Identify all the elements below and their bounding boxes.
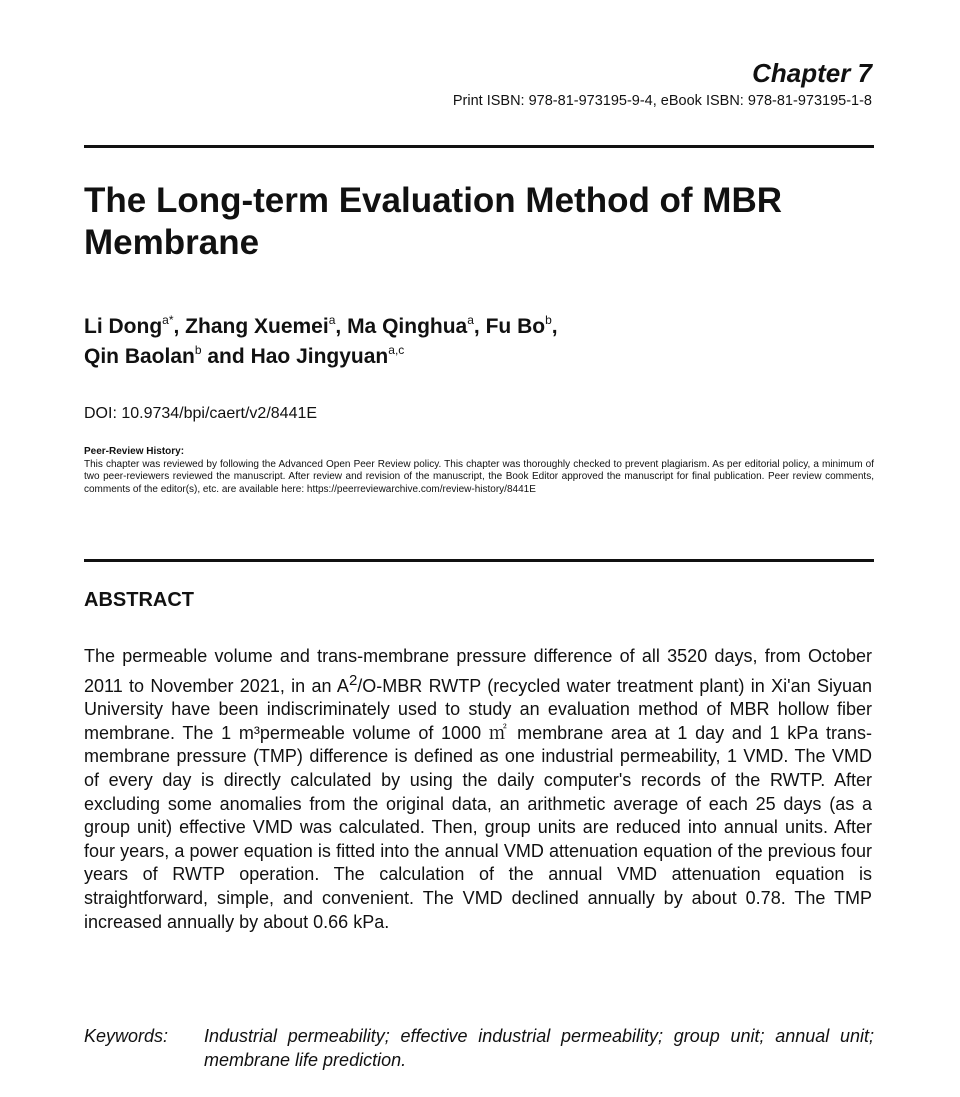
author-name: Qin Baolan xyxy=(84,345,195,368)
keywords-label: Keywords: xyxy=(84,1026,169,1046)
chapter-header xyxy=(453,58,872,110)
author-name: Fu Bo xyxy=(485,315,546,338)
peer-review-box xyxy=(84,446,874,496)
author-name: Hao Jingyuan xyxy=(250,345,389,368)
abstract-part-2: /O-MBR RWTP (recycled water treatment plant) in Xi'an Siyuan University have been indiscriminately used to study an evaluation method of MBR hollow fiber membrane. The 1 m³permeable volume of 1000 ㎡ membrane area at 1 day and 1 kPa trans-membrane pressure (TMP) difference is defined as one industrial permeability, 1 VMD. The VMD of every day is directly calculated by using the daily computer's records of the RWTP. After excluding some anomalies from the original data, an arithmetic average of each 25 days (as a group unit) effective VMD was calculated. Then, group units are reduced into annual units. After four years, a power equation is fitted into the annual VMD attenuation equation of the previous four years of RWTP operation. The calculation of the annual VMD attenuation equation is straightforward, simple, and convenient. The VMD declined annually by about 0.78. The TMP increased annually by about 0.66 kPa. xyxy=(84,675,873,932)
author-separator: , xyxy=(173,315,186,338)
author-separator: and xyxy=(201,345,251,368)
author-name: Ma Qinghua xyxy=(347,315,468,338)
author-affiliation: a,c xyxy=(388,343,405,357)
peer-review-text: This chapter was reviewed by following the Advanced Open Peer Review policy. This chapter was thoroughly checked to prevent plagiarism. As per editorial policy, a minimum of two peer-reviewers reviewed the manuscript. After review and revision of the manuscript, the Book Editor approved the manuscript for final publication. Peer review comments, comments of the editor(s), etc. are available here: https://peerreviewarchive.com/review-history/8441E xyxy=(84,458,874,495)
author-name: Li Dong xyxy=(84,315,163,338)
author-separator: , xyxy=(335,315,348,338)
doi-line: DOI: 10.9734/bpi/caert/v2/8441E xyxy=(84,405,318,422)
abstract-heading: ABSTRACT xyxy=(84,589,194,611)
keywords-text: Industrial permeability; effective industrial permeability; group unit; annual unit; membrane life prediction. xyxy=(204,1026,874,1070)
chapter-title: The Long-term Evaluation Method of MBR Membrane xyxy=(84,181,783,262)
author-list xyxy=(84,312,884,372)
author-separator: , xyxy=(473,315,486,338)
abstract-text xyxy=(84,645,872,934)
author-affiliation: a xyxy=(328,313,336,327)
author-name: Zhang Xuemei xyxy=(185,315,329,338)
author-affiliation: a xyxy=(467,313,474,327)
section-divider xyxy=(84,559,874,562)
author-separator: , xyxy=(551,315,558,338)
author-affiliation: b xyxy=(194,343,202,357)
peer-review-heading: Peer-Review History: xyxy=(84,446,185,457)
isbn-line: Print ISBN: 978-81-973195-9-4, eBook ISBN: 978-81-973195-1-8 xyxy=(452,93,872,109)
abstract-superscript: 2 xyxy=(348,671,358,689)
keywords-block xyxy=(84,1024,874,1072)
abstract-part-1: The permeable volume and trans-membrane pressure difference of all 3520 days, from October 2011 to November 2021, in an A xyxy=(84,646,872,696)
author-affiliation: b xyxy=(545,313,552,327)
chapter-number: Chapter 7 xyxy=(752,58,872,88)
author-affiliation: a* xyxy=(162,313,174,327)
top-divider xyxy=(84,145,874,148)
